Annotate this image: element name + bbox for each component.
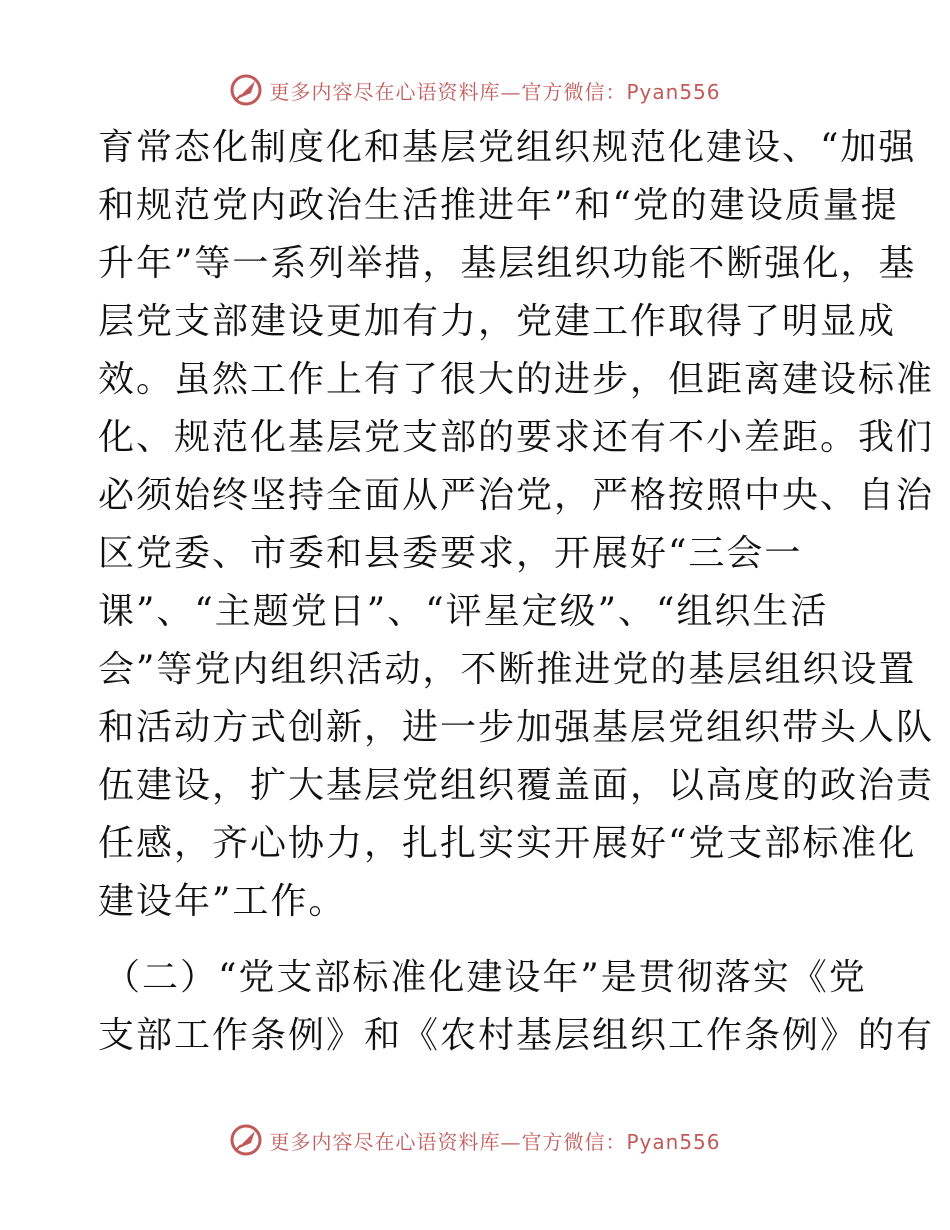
section-heading-line: （二）“党支部标准化建设年”是贯彻落实《党 <box>104 957 867 998</box>
body-line: 建设年”工作。 <box>98 881 347 922</box>
quill-logo-icon <box>229 73 263 107</box>
header-watermark <box>0 70 950 110</box>
body-line: 化、规范化基层党支部的要求还有不小差距。我们 <box>98 417 935 458</box>
body-line: 伍建设，扩大基层党组织覆盖面，以高度的政治责 <box>98 765 935 806</box>
body-line: 会”等党内组织活动，不断推进党的基层组织设置 <box>98 649 917 690</box>
footer-watermark <box>0 1120 950 1160</box>
body-line: 支部工作条例》和《农村基层组织工作条例》的有 <box>98 1015 935 1056</box>
body-line: 和规范党内政治生活推进年”和“党的建设质量提 <box>98 185 899 226</box>
body-line: 层党支部建设更加有力，党建工作取得了明显成 <box>98 301 897 342</box>
footer-watermark-text: 更多内容尽在心语资料库—官方微信：Pyan556 <box>269 1129 721 1154</box>
body-line: 育常态化制度化和基层党组织规范化建设、“加强 <box>98 127 917 168</box>
body-line: 必须始终坚持全面从严治党，严格按照中央、自治 <box>98 475 935 516</box>
body-line: 升年”等一系列举措，基层组织功能不断强化，基 <box>98 243 917 284</box>
header-watermark-text: 更多内容尽在心语资料库—官方微信：Pyan556 <box>269 79 721 104</box>
body-line: 区党委、市委和县委要求，开展好“三会一 <box>98 533 803 574</box>
body-line: 效。虽然工作上有了很大的进步，但距离建设标准 <box>98 359 935 400</box>
body-line: 任感，齐心协力，扎扎实实开展好“党支部标准化 <box>98 823 917 864</box>
body-line: 课”、“主题党日”、“评星定级”、“组织生活 <box>98 591 829 632</box>
body-line: 和活动方式创新，进一步加强基层党组织带头人队 <box>98 707 935 748</box>
quill-logo-icon <box>229 1123 263 1157</box>
